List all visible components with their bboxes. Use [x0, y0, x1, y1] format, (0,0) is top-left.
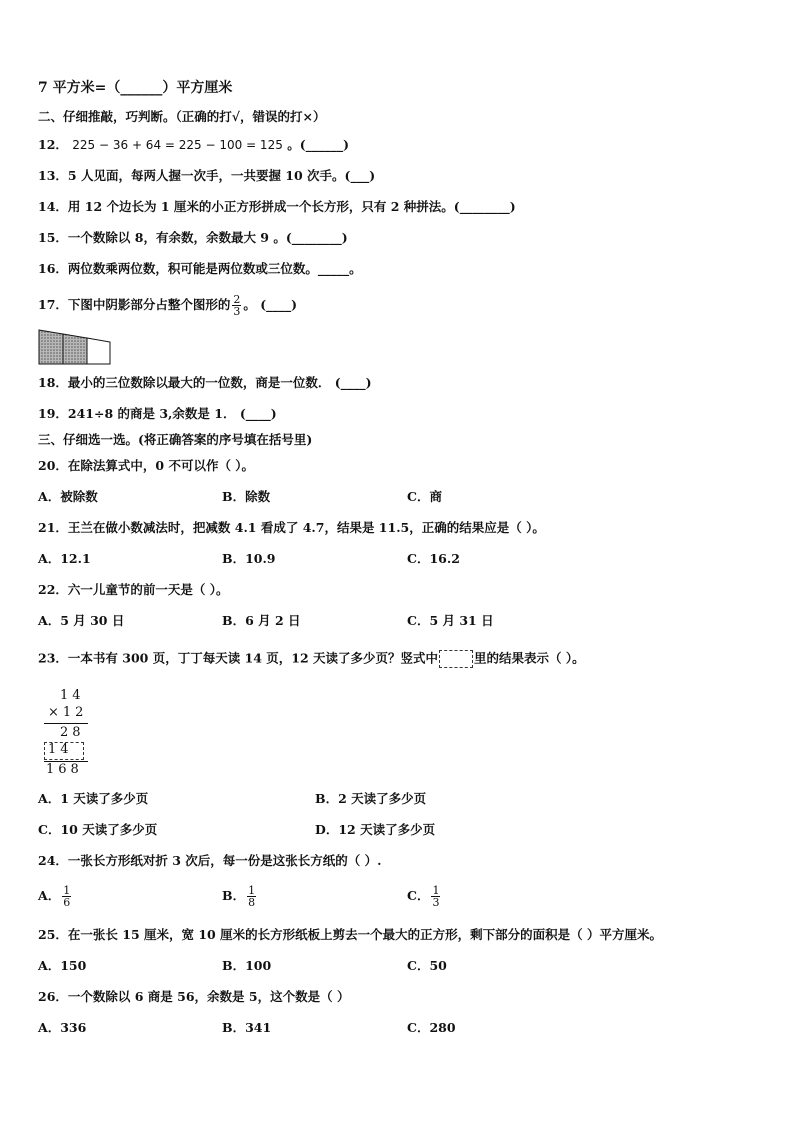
q22-option-a[interactable]: A．5 月 30 日 — [38, 613, 125, 628]
q23-option-b[interactable]: B．2 天读了多少页 — [315, 791, 427, 806]
q20-option-b[interactable]: B．除数 — [222, 489, 271, 504]
q25-option-a[interactable]: A．150 — [38, 958, 87, 973]
q12-tail: 。(______) — [287, 137, 350, 152]
q26-option-c[interactable]: C．280 — [407, 1020, 456, 1035]
q17-text: 17．下图中阴影部分占整个图形的 — [38, 297, 231, 312]
question-21: 21．王兰在做小数减法时，把减数 4.1 看成了 4.7，结果是 11.5，正确的结果应是（ ）。 — [38, 520, 545, 535]
header-line: 7 平方米=（______）平方厘米 — [38, 80, 233, 96]
section2-title: 二、仔细推敲，巧判断。（正确的打√，错误的打×） — [38, 109, 326, 124]
q24-option-a[interactable] — [38, 882, 73, 910]
section3-title: 三、仔细选一选。(将正确答案的序号填在括号里) — [38, 432, 313, 447]
q22-option-b[interactable]: B．6 月 2 日 — [222, 613, 301, 628]
shaded-part — [39, 330, 63, 364]
q20-option-a[interactable]: A．被除数 — [38, 489, 98, 504]
question-22: 22．六一儿童节的前一天是（ ）。 — [38, 582, 229, 597]
vc-row-3: 28 — [60, 725, 85, 740]
q24-a-fraction — [62, 885, 71, 908]
question-12 — [38, 137, 349, 153]
q24-b-fraction — [247, 885, 256, 908]
q17-fraction — [232, 294, 241, 317]
q24-b-den: 8 — [248, 896, 256, 909]
vc-row-4: 14 — [48, 742, 73, 757]
q24-a-den: 6 — [63, 896, 71, 909]
q20-option-c[interactable]: C．商 — [407, 489, 442, 504]
vc-row-2: ×12 — [48, 705, 88, 720]
question-23 — [38, 650, 585, 668]
q24-b-num: 1 — [248, 884, 256, 897]
q17-tail: 。 (____) — [243, 297, 298, 312]
vc-row-5: 168 — [46, 762, 83, 777]
question-19: 19．241÷8 的商是 3,余数是 1． (____) — [38, 406, 277, 421]
shaded-rectangle-figure — [38, 328, 112, 366]
q24-a-num: 1 — [63, 884, 71, 897]
q12-num: 12． — [38, 137, 68, 152]
q12-expr: 225 − 36 + 64 = 225 − 100 = 125 — [72, 138, 283, 152]
shaded-part — [63, 334, 87, 364]
question-15: 15．一个数除以 8，有余数，余数最大 9 。(________) — [38, 230, 348, 245]
q17-frac-num: 2 — [233, 293, 241, 306]
question-24: 24．一张长方形纸对折 3 次后，每一份是这张长方纸的（ ）. — [38, 853, 382, 868]
q24-a-label: A． — [38, 888, 61, 903]
question-13: 13．5 人见面，每两人握一次手，一共要握 10 次手。(___) — [38, 168, 376, 183]
vc-line-1 — [44, 723, 88, 724]
q26-option-a[interactable]: A．336 — [38, 1020, 87, 1035]
q23-option-c[interactable]: C．10 天读了多少页 — [38, 822, 158, 837]
q24-option-b[interactable] — [222, 882, 258, 910]
question-17 — [38, 292, 297, 318]
q21-option-a[interactable]: A．12.1 — [38, 551, 91, 566]
vc-row-1: 14 — [60, 688, 85, 703]
question-20: 20．在除法算式中，0 不可以作（ ）。 — [38, 458, 255, 473]
q25-option-b[interactable]: B．100 — [222, 958, 272, 973]
q23-stem-after: 里的结果表示（ ）。 — [474, 650, 585, 666]
unshaded-part — [87, 338, 110, 364]
q24-c-label: C． — [407, 888, 430, 903]
question-14: 14．用 12 个边长为 1 厘米的小正方形拼成一个长方形，只有 2 种拼法。(________) — [38, 199, 516, 214]
q23-option-d[interactable]: D．12 天读了多少页 — [315, 822, 436, 837]
q22-option-c[interactable]: C．5 月 31 日 — [407, 613, 494, 628]
q24-c-num: 1 — [432, 884, 440, 897]
q23-option-a[interactable]: A．1 天读了多少页 — [38, 791, 149, 806]
q24-option-c[interactable] — [407, 882, 442, 910]
question-26: 26．一个数除以 6 商是 56，余数是 5，这个数是（ ） — [38, 989, 350, 1004]
q24-b-label: B． — [222, 888, 246, 903]
q21-option-b[interactable]: B．10.9 — [222, 551, 276, 566]
q23-stem-before: 23．一本书有 300 页，丁丁每天读 14 页，12 天读了多少页？竖式中 — [38, 650, 439, 666]
question-25: 25．在一张长 15 厘米，宽 10 厘米的长方形纸板上剪去一个最大的正方形，剩下部分的面积是（ ）平方厘米。 — [38, 927, 662, 942]
question-18: 18．最小的三位数除以最大的一位数，商是一位数． (____) — [38, 375, 372, 390]
q24-c-fraction — [431, 885, 440, 908]
q26-option-b[interactable]: B．341 — [222, 1020, 272, 1035]
q17-frac-den: 3 — [233, 305, 241, 318]
q25-option-c[interactable]: C．50 — [407, 958, 447, 973]
question-16: 16．两位数乘两位数，积可能是两位数或三位数。_____。 — [38, 261, 362, 276]
q24-c-den: 3 — [432, 896, 440, 909]
q21-option-c[interactable]: C．16.2 — [407, 551, 460, 566]
q23-dashed-box — [439, 650, 473, 668]
